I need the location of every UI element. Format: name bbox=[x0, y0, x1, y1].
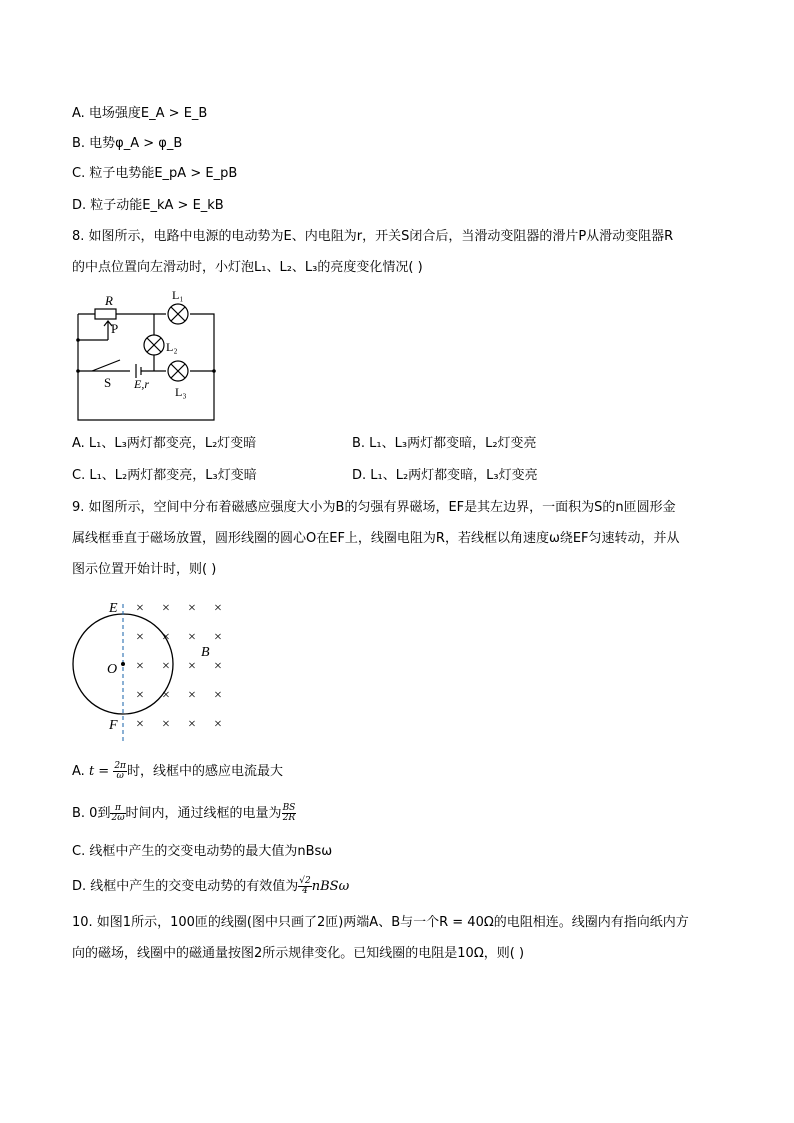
frac-numerator: BS bbox=[282, 803, 296, 813]
q7-option-c: C. 粒子电势能E_pA > E_pB bbox=[72, 166, 238, 181]
field-cross: × bbox=[188, 601, 196, 616]
fraction-2pi-over-omega bbox=[113, 762, 127, 781]
q8-option-c: C. L₁、L₂两灯都变亮，L₃灯变暗 bbox=[72, 468, 257, 483]
field-cross: × bbox=[162, 659, 170, 674]
option-b-prefix: B. 0到 bbox=[72, 806, 111, 821]
label-f: F bbox=[109, 718, 118, 733]
field-cross: × bbox=[214, 659, 222, 674]
label-b: B bbox=[201, 645, 210, 660]
label-l1: L₁ bbox=[172, 288, 184, 302]
fraction-bs-over-2r bbox=[282, 804, 297, 823]
field-cross: × bbox=[136, 659, 144, 674]
q7-option-d: D. 粒子动能E_kA > E_kB bbox=[72, 198, 224, 213]
q8-stem-line2: 的中点位置向左滑动时，小灯泡L₁、L₂、L₃的亮度变化情况( ) bbox=[72, 260, 423, 275]
field-cross: × bbox=[188, 717, 196, 732]
q10-stem-line1: 10. 如图1所示，100匝的线圈(图中只画了2匝)两端A、B与一个R = 40Ω的电阻相连。线圈内有指向纸内方 bbox=[72, 915, 689, 930]
field-cross: × bbox=[188, 659, 196, 674]
q8-option-a: A. L₁、L₃两灯都变亮，L₂灯变暗 bbox=[72, 436, 257, 451]
q9-option-b bbox=[72, 804, 296, 824]
q10-stem-line2: 向的磁场，线圈中的磁通量按图2所示规律变化。已知线圈的电阻是10Ω，则( ) bbox=[72, 946, 525, 961]
q8-circuit-diagram bbox=[70, 286, 222, 422]
q9-magnetic-field-diagram bbox=[70, 596, 240, 746]
label-l2: L₂ bbox=[166, 340, 178, 354]
fraction-pi-over-2omega bbox=[110, 804, 125, 823]
field-cross: × bbox=[214, 630, 222, 645]
field-cross: × bbox=[162, 688, 170, 703]
option-a-prefix: A. bbox=[72, 764, 89, 779]
field-cross: × bbox=[136, 717, 144, 732]
label-l3: L₃ bbox=[175, 385, 187, 399]
field-cross: × bbox=[162, 630, 170, 645]
q8-option-b: B. L₁、L₃两灯都变暗，L₂灯变亮 bbox=[352, 436, 537, 451]
label-r: R bbox=[105, 293, 113, 308]
field-cross: × bbox=[188, 688, 196, 703]
option-a-text: 时，线框中的感应电流最大 bbox=[126, 764, 283, 779]
field-cross: × bbox=[188, 630, 196, 645]
frac-numerator: 2π bbox=[114, 761, 126, 771]
field-cross: × bbox=[214, 717, 222, 732]
label-e: E bbox=[109, 601, 118, 616]
field-cross: × bbox=[162, 717, 170, 732]
option-d-text: D. 线框中产生的交变电动势的有效值为 bbox=[72, 879, 299, 894]
fraction-sqrt2-over-4 bbox=[298, 877, 311, 896]
q8-stem-line1: 8. 如图所示，电路中电源的电动势为E、内电阻为r，开关S闭合后，当滑动变阻器的滑片P从滑动变阻器R bbox=[72, 229, 674, 244]
frac-denominator: ω bbox=[116, 771, 124, 781]
frac-numerator: √2 bbox=[299, 876, 311, 886]
q9-option-a bbox=[72, 762, 283, 782]
option-a-t: t = bbox=[88, 764, 114, 779]
q7-option-b: B. 电势φ_A > φ_B bbox=[72, 136, 183, 151]
field-cross: × bbox=[136, 688, 144, 703]
field-cross: × bbox=[162, 601, 170, 616]
field-cross: × bbox=[136, 630, 144, 645]
label-s: S bbox=[104, 375, 112, 390]
q8-option-d: D. L₁、L₂两灯都变暗，L₃灯变亮 bbox=[352, 468, 538, 483]
frac-denominator: 4 bbox=[302, 886, 308, 896]
field-cross: × bbox=[136, 601, 144, 616]
q9-option-c: C. 线框中产生的交变电动势的最大值为nBsω bbox=[72, 844, 333, 859]
frac-denominator: 2R bbox=[282, 813, 296, 823]
q9-option-d bbox=[72, 877, 349, 897]
label-p: P bbox=[111, 321, 119, 336]
q7-option-a: A. 电场强度E_A > E_B bbox=[72, 106, 208, 121]
option-d-expression: nBSω bbox=[311, 879, 350, 894]
frac-denominator: 2ω bbox=[111, 813, 125, 823]
q9-stem-line2: 属线框垂直于磁场放置，圆形线圈的圆心O在EF上，线圈电阻为R，若线框以角速度ω绕EF匀速转动，并从 bbox=[72, 531, 680, 546]
q9-stem-line1: 9. 如图所示，空间中分布着磁感应强度大小为B的匀强有界磁场，EF是其左边界，一面积为S的n匝圆形金 bbox=[72, 500, 676, 515]
field-cross: × bbox=[214, 688, 222, 703]
label-o: O bbox=[107, 662, 118, 677]
frac-numerator: π bbox=[110, 804, 125, 814]
label-er: E,r bbox=[134, 377, 149, 391]
q9-stem-line3: 图示位置开始计时，则( ) bbox=[72, 562, 217, 577]
field-cross: × bbox=[214, 601, 222, 616]
option-b-text: 时间内，通过线框的电量为 bbox=[125, 806, 282, 821]
